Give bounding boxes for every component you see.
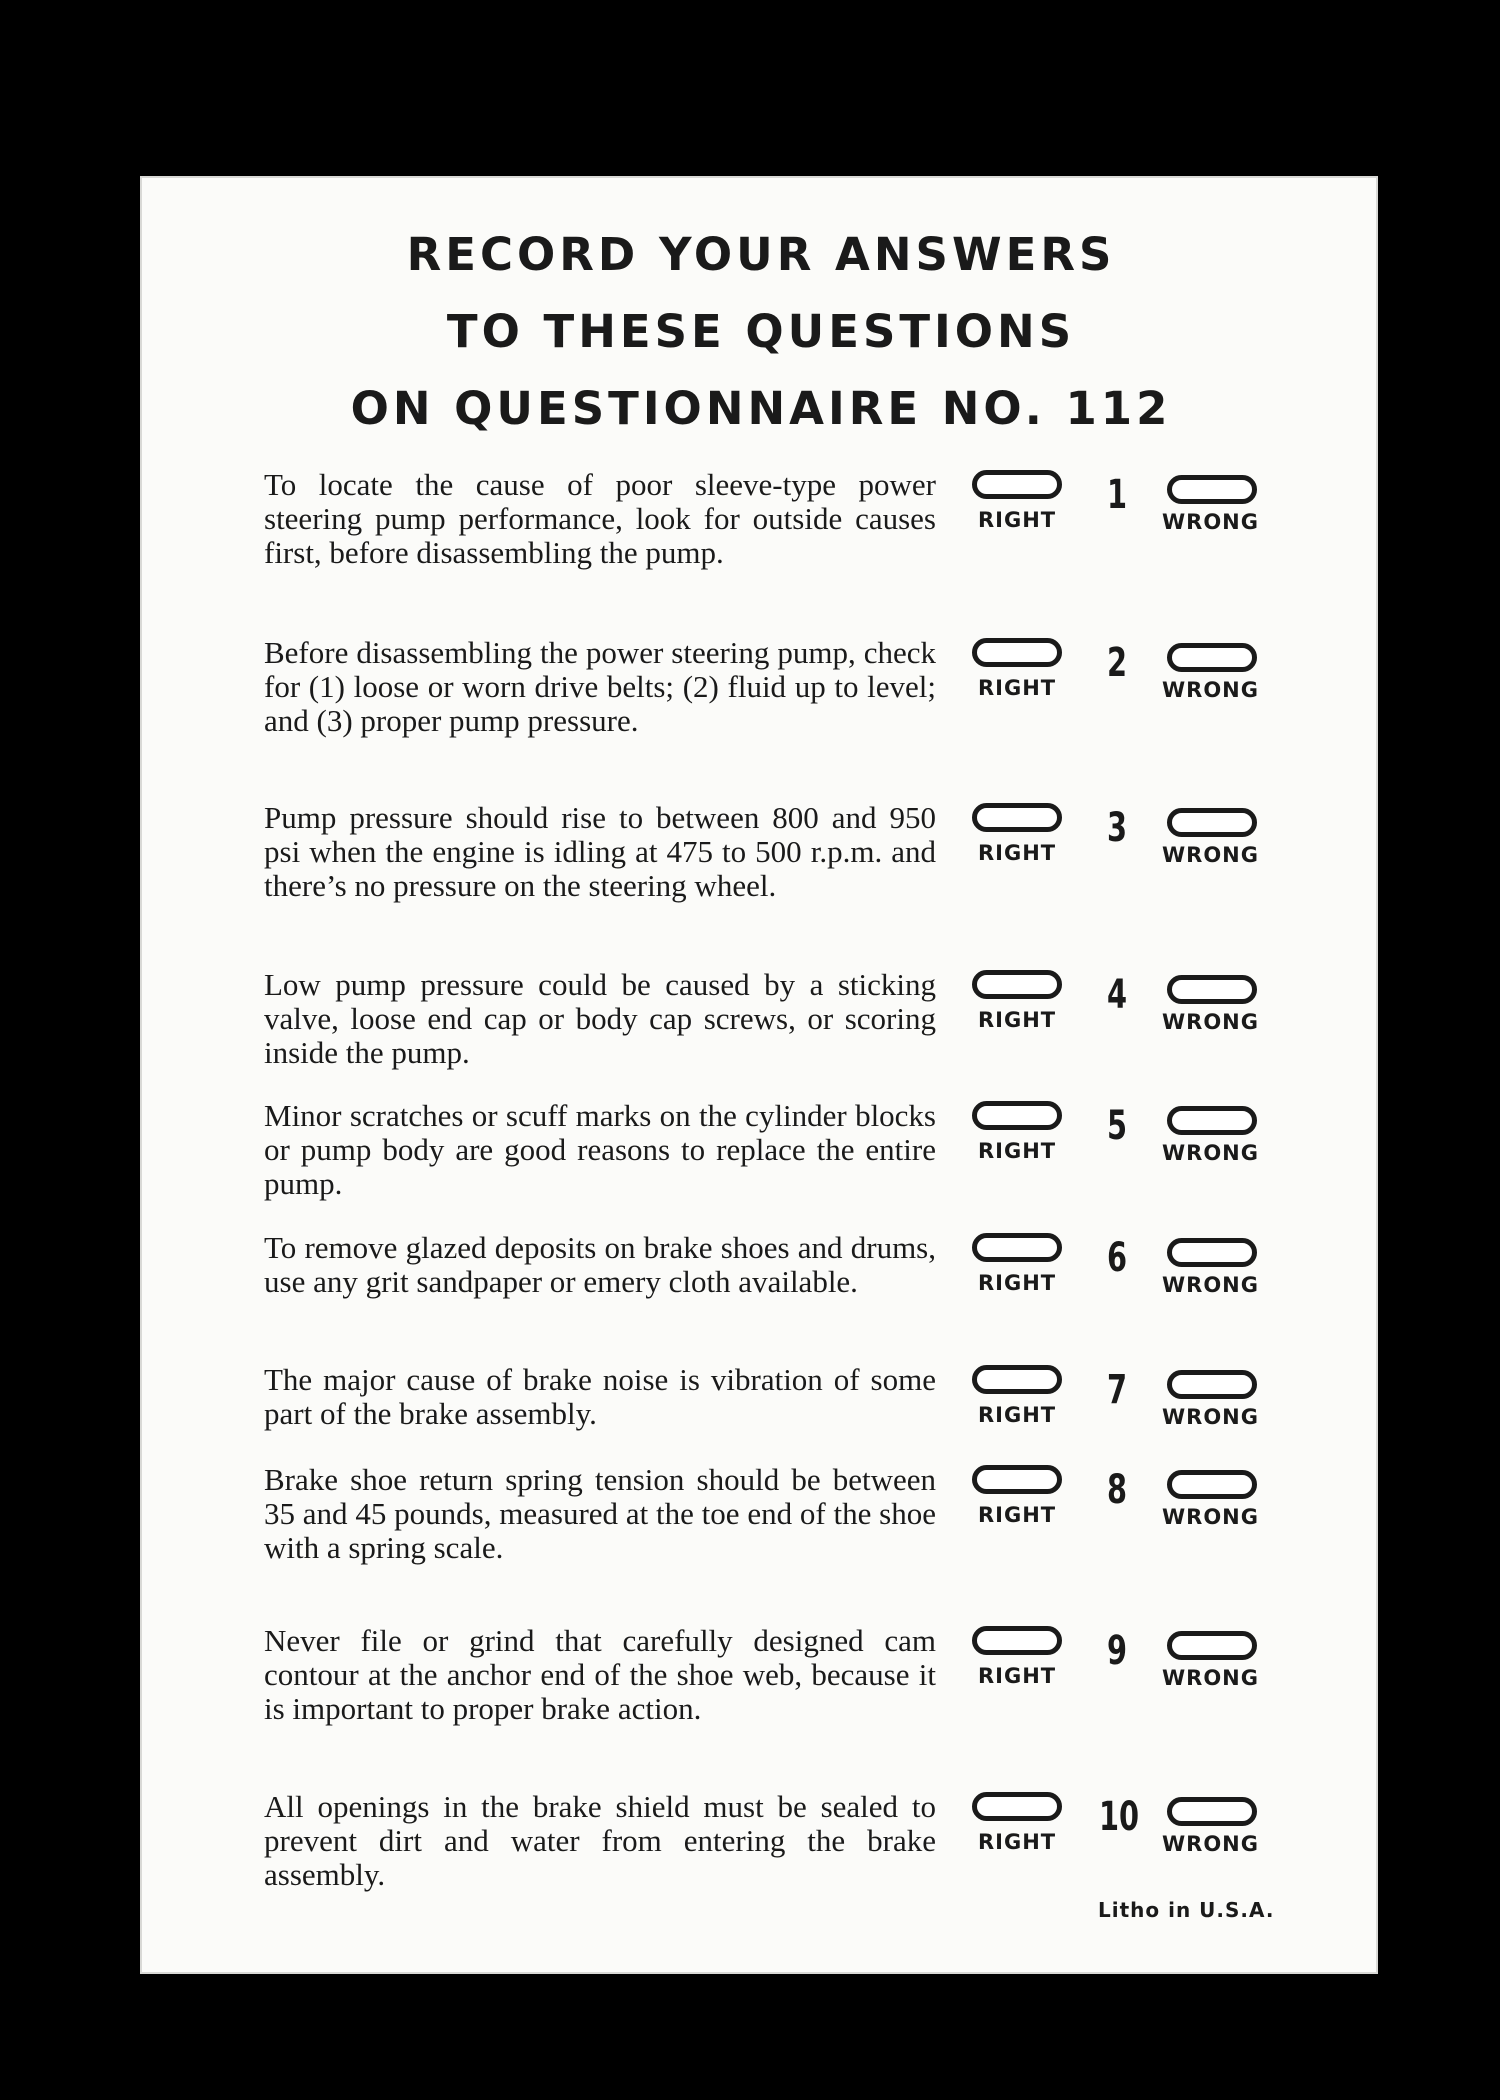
wrong-label: WRONG bbox=[1162, 1141, 1259, 1165]
question-number: 7 bbox=[1106, 1367, 1128, 1413]
wrong-answer-oval[interactable] bbox=[1167, 1470, 1257, 1499]
question-number: 4 bbox=[1106, 972, 1128, 1018]
right-label: RIGHT bbox=[978, 676, 1057, 700]
question-text: To locate the cause of poor sleeve-type power steering pump performance, look for outside causes first, before disassembling the pump. bbox=[264, 467, 936, 570]
right-label: RIGHT bbox=[978, 841, 1057, 865]
question-text: Pump pressure should rise to between 800 and 950 psi when the engine is idling at 475 to 500 r.p.m. and there’s no pressure on the steering wheel. bbox=[264, 800, 936, 903]
right-answer-oval[interactable] bbox=[972, 803, 1062, 832]
wrong-answer-oval[interactable] bbox=[1167, 1238, 1257, 1267]
wrong-answer-oval[interactable] bbox=[1167, 808, 1257, 837]
question-number: 1 bbox=[1106, 472, 1128, 518]
right-label: RIGHT bbox=[978, 1664, 1057, 1688]
questionnaire-card bbox=[140, 176, 1378, 1974]
right-label: RIGHT bbox=[978, 1139, 1057, 1163]
title-line-3: ON QUESTIONNAIRE NO. 112 bbox=[350, 382, 1172, 435]
right-answer-oval[interactable] bbox=[972, 1233, 1062, 1262]
question-6 bbox=[142, 1231, 1380, 1381]
right-answer-oval[interactable] bbox=[972, 970, 1062, 999]
question-number: 10 bbox=[1099, 1794, 1140, 1840]
wrong-answer-oval[interactable] bbox=[1167, 1631, 1257, 1660]
question-text: To remove glazed deposits on brake shoes and drums, use any grit sandpaper or emery cloth available. bbox=[264, 1230, 936, 1299]
wrong-answer-oval[interactable] bbox=[1167, 475, 1257, 504]
right-label: RIGHT bbox=[978, 1830, 1057, 1854]
question-text: All openings in the brake shield must be sealed to prevent dirt and water from entering the brake assembly. bbox=[264, 1789, 936, 1892]
wrong-label: WRONG bbox=[1162, 510, 1259, 534]
right-label: RIGHT bbox=[978, 1403, 1057, 1427]
question-1 bbox=[142, 468, 1380, 618]
question-number: 9 bbox=[1106, 1628, 1128, 1674]
question-text: Never file or grind that carefully designed cam contour at the anchor end of the shoe web, because it is important to proper brake action. bbox=[264, 1623, 936, 1726]
right-answer-oval[interactable] bbox=[972, 470, 1062, 499]
question-8 bbox=[142, 1463, 1380, 1613]
title-line-1: RECORD YOUR ANSWERS bbox=[406, 228, 1116, 281]
wrong-label: WRONG bbox=[1162, 1666, 1259, 1690]
right-label: RIGHT bbox=[978, 508, 1057, 532]
question-number: 5 bbox=[1106, 1103, 1128, 1149]
wrong-answer-oval[interactable] bbox=[1167, 1370, 1257, 1399]
question-text: Low pump pressure could be caused by a sticking valve, loose end cap or body cap screws, or scoring inside the pump. bbox=[264, 967, 936, 1070]
question-text: Before disassembling the power steering pump, check for (1) loose or worn drive belts; (2) fluid up to level; and (3) proper pump pressure. bbox=[264, 635, 936, 738]
question-text: Minor scratches or scuff marks on the cylinder blocks or pump body are good reasons to replace the entire pump. bbox=[264, 1098, 936, 1201]
right-answer-oval[interactable] bbox=[972, 1465, 1062, 1494]
right-label: RIGHT bbox=[978, 1503, 1057, 1527]
question-number: 3 bbox=[1106, 805, 1128, 851]
question-number: 2 bbox=[1106, 640, 1128, 686]
question-text: Brake shoe return spring tension should be between 35 and 45 pounds, measured at the toe end of the shoe with a spring scale. bbox=[264, 1462, 936, 1565]
wrong-answer-oval[interactable] bbox=[1167, 643, 1257, 672]
title-line-2: TO THESE QUESTIONS bbox=[446, 305, 1076, 358]
wrong-label: WRONG bbox=[1162, 1832, 1259, 1856]
question-3 bbox=[142, 801, 1380, 951]
right-answer-oval[interactable] bbox=[972, 1626, 1062, 1655]
right-label: RIGHT bbox=[978, 1008, 1057, 1032]
wrong-answer-oval[interactable] bbox=[1167, 1106, 1257, 1135]
wrong-label: WRONG bbox=[1162, 1505, 1259, 1529]
question-5 bbox=[142, 1099, 1380, 1249]
wrong-label: WRONG bbox=[1162, 678, 1259, 702]
question-number: 6 bbox=[1106, 1235, 1128, 1281]
right-answer-oval[interactable] bbox=[972, 1792, 1062, 1821]
right-answer-oval[interactable] bbox=[972, 1365, 1062, 1394]
page-title bbox=[142, 216, 1380, 447]
wrong-answer-oval[interactable] bbox=[1167, 1797, 1257, 1826]
question-9 bbox=[142, 1624, 1380, 1774]
wrong-label: WRONG bbox=[1162, 1405, 1259, 1429]
right-answer-oval[interactable] bbox=[972, 638, 1062, 667]
right-label: RIGHT bbox=[978, 1271, 1057, 1295]
question-2 bbox=[142, 636, 1380, 786]
question-text: The major cause of brake noise is vibration of some part of the brake assembly. bbox=[264, 1362, 936, 1431]
right-answer-oval[interactable] bbox=[972, 1101, 1062, 1130]
printer-imprint: Litho in U.S.A. bbox=[1098, 1898, 1275, 1922]
question-number: 8 bbox=[1106, 1467, 1128, 1513]
question-4 bbox=[142, 968, 1380, 1118]
wrong-label: WRONG bbox=[1162, 1010, 1259, 1034]
wrong-label: WRONG bbox=[1162, 843, 1259, 867]
wrong-label: WRONG bbox=[1162, 1273, 1259, 1297]
wrong-answer-oval[interactable] bbox=[1167, 975, 1257, 1004]
